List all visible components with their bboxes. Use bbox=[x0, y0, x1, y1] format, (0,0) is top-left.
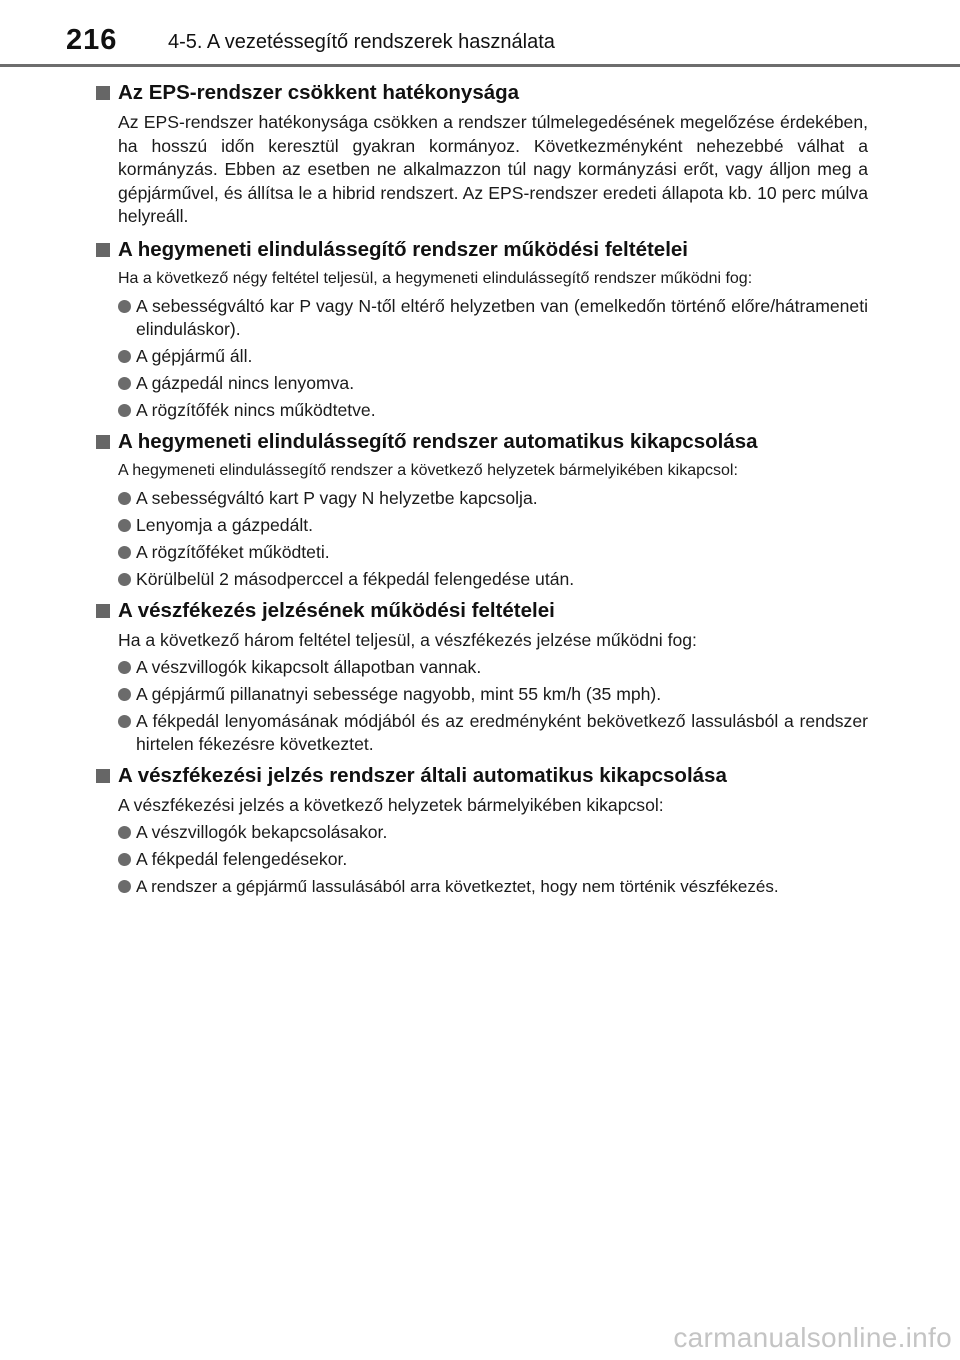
list-item: A vészvillogók kikapcsolt állapotban vannak. bbox=[118, 656, 868, 679]
section-heading bbox=[96, 596, 868, 626]
square-bullet-icon bbox=[96, 435, 110, 449]
round-bullet-icon bbox=[118, 826, 131, 839]
section-emergency-signal-conditions bbox=[96, 596, 868, 756]
header-divider bbox=[0, 64, 960, 67]
list-item: A rögzítőféket működteti. bbox=[118, 541, 868, 564]
condition-list bbox=[118, 656, 868, 756]
page-number: 216 bbox=[66, 24, 118, 56]
list-item: A gépjármű pillanatnyi sebessége nagyobb, mint 55 km/h (35 mph). bbox=[118, 683, 868, 706]
section-intro: Ha a következő négy feltétel teljesül, a hegymeneti elindulássegítő rendszer működni fog: bbox=[118, 269, 753, 287]
list-item: A rögzítőfék nincs működtetve. bbox=[118, 399, 868, 422]
section-emergency-signal-auto-off bbox=[96, 761, 868, 898]
round-bullet-icon bbox=[118, 492, 131, 505]
condition-list bbox=[118, 821, 868, 898]
condition-list bbox=[118, 487, 868, 591]
round-bullet-icon bbox=[118, 404, 131, 417]
section-eps bbox=[96, 78, 868, 229]
section-paragraph: Az EPS-rendszer hatékonysága csökken a rendszer túlmelegedésének megelőzése érdekében, ha hosszú időn keresztül gyakran kormányoz. Következményként nehezebbé válhat a kormányzás. Ebben az esetben ne alkalmazzon túl nagy kormányzási erőt, vagy álljon meg a gépjárművel, és állítsa le a hibrid rendszert. Az EPS-rendszer eredeti állapota kb. 10 perc múlva helyreáll. bbox=[118, 112, 868, 226]
square-bullet-icon bbox=[96, 604, 110, 618]
round-bullet-icon bbox=[118, 519, 131, 532]
list-item: A vészvillogók bekapcsolásakor. bbox=[118, 821, 868, 844]
page-content bbox=[96, 78, 868, 903]
round-bullet-icon bbox=[118, 880, 131, 893]
list-item: A sebességváltó kart P vagy N helyzetbe kapcsolja. bbox=[118, 487, 868, 510]
section-title: A hegymeneti elindulássegítő rendszer működési feltételei bbox=[118, 237, 688, 261]
list-item: A sebességváltó kar P vagy N-től eltérő helyzetben van (emelkedőn történő előre/hátrameneti elinduláskor). bbox=[118, 295, 868, 341]
section-heading bbox=[96, 427, 868, 457]
section-heading bbox=[96, 235, 868, 265]
round-bullet-icon bbox=[118, 350, 131, 363]
section-hill-start-conditions bbox=[96, 235, 868, 422]
section-heading bbox=[96, 78, 868, 108]
list-item: A rendszer a gépjármű lassulásából arra következtet, hogy nem történik vészfékezés. bbox=[118, 875, 868, 898]
section-title: Az EPS-rendszer csökkent hatékonysága bbox=[118, 81, 520, 104]
list-item: Körülbelül 2 másodperccel a fékpedál felengedése után. bbox=[118, 568, 868, 591]
round-bullet-icon bbox=[118, 661, 131, 674]
list-item: Lenyomja a gázpedált. bbox=[118, 514, 868, 537]
list-item: A gépjármű áll. bbox=[118, 345, 868, 368]
section-title: A vészfékezési jelzés rendszer általi automatikus kikapcsolása bbox=[118, 763, 727, 787]
square-bullet-icon bbox=[96, 769, 110, 783]
round-bullet-icon bbox=[118, 715, 131, 728]
square-bullet-icon bbox=[96, 86, 110, 100]
list-item: A fékpedál lenyomásának módjából és az eredményként bekövetkező lassulásból a rendszer hirtelen fékezésre következtet. bbox=[118, 710, 868, 756]
round-bullet-icon bbox=[118, 546, 131, 559]
watermark: carmanualsonline.info bbox=[673, 1322, 952, 1353]
section-intro: A vészfékezési jelzés a következő helyzetek bármelyikében kikapcsol: bbox=[118, 794, 664, 815]
chapter-title: 4-5. A vezetéssegítő rendszerek használata bbox=[168, 31, 555, 53]
round-bullet-icon bbox=[118, 300, 131, 313]
section-intro: A hegymeneti elindulássegítő rendszer a következő helyzetek bármelyikében kikapcsol: bbox=[118, 461, 738, 479]
list-item: A gázpedál nincs lenyomva. bbox=[118, 372, 868, 395]
round-bullet-icon bbox=[118, 688, 131, 701]
section-title: A hegymeneti elindulássegítő rendszer automatikus kikapcsolása bbox=[118, 429, 758, 453]
round-bullet-icon bbox=[118, 573, 131, 586]
square-bullet-icon bbox=[96, 243, 110, 257]
section-title: A vészfékezés jelzésének működési feltételei bbox=[118, 598, 555, 622]
list-item: A fékpedál felengedésekor. bbox=[118, 848, 868, 871]
page-header bbox=[0, 0, 960, 70]
section-hill-start-auto-off bbox=[96, 427, 868, 591]
round-bullet-icon bbox=[118, 853, 131, 866]
round-bullet-icon bbox=[118, 377, 131, 390]
section-intro: Ha a következő három feltétel teljesül, a vészfékezés jelzése működni fog: bbox=[118, 629, 697, 650]
condition-list bbox=[118, 295, 868, 422]
section-heading bbox=[96, 761, 868, 791]
